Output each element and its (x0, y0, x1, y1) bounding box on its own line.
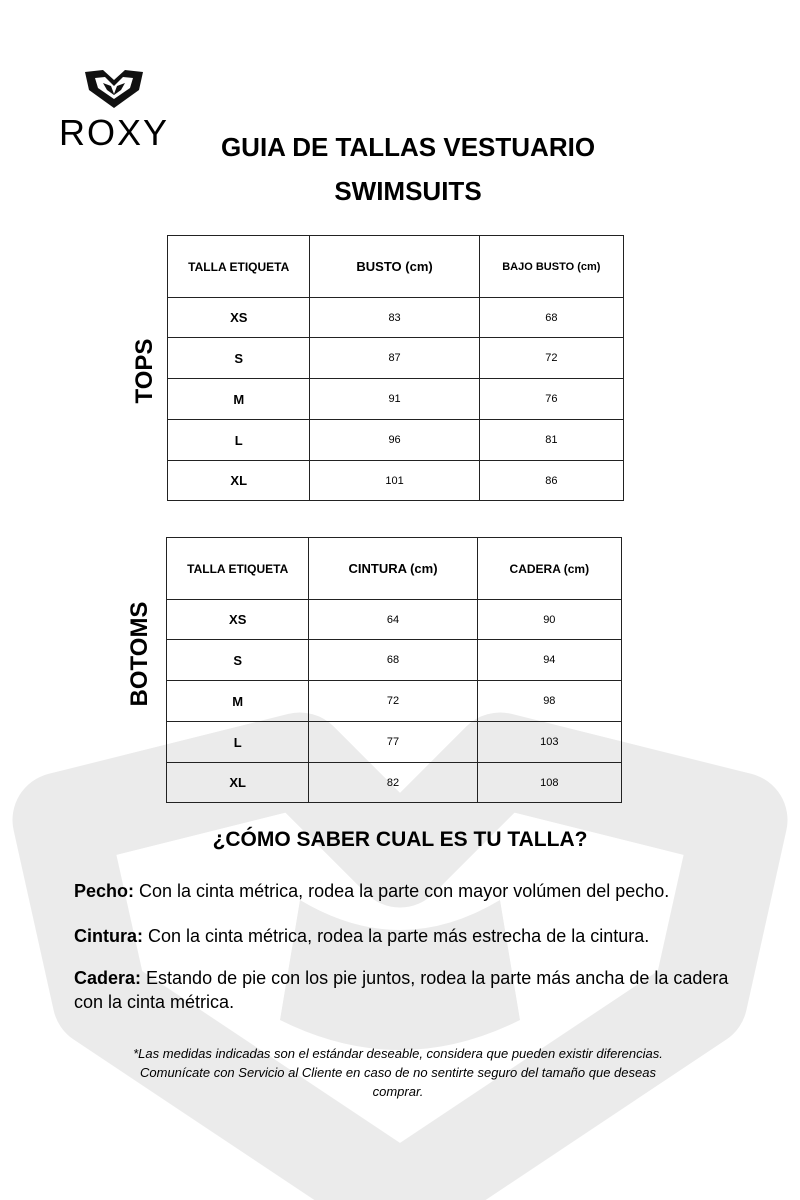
size-cell: M (168, 379, 310, 420)
value-cell: 91 (310, 379, 479, 420)
table-row (167, 681, 622, 722)
header-measure-1: CINTURA (cm) (309, 538, 477, 600)
value-cell: 72 (309, 681, 477, 722)
size-cell: XS (168, 298, 310, 338)
how-to-term: Cadera: (74, 968, 142, 988)
how-to-text: Con la cinta métrica, rodea la parte con mayor volúmen del pecho. (134, 881, 670, 901)
value-cell: 64 (309, 600, 477, 640)
table-row (167, 640, 622, 681)
bottoms-size-table (166, 537, 622, 803)
size-cell: XL (167, 763, 309, 803)
value-cell: 103 (477, 722, 621, 763)
value-cell: 68 (479, 298, 623, 338)
value-cell: 94 (477, 640, 621, 681)
table-row (168, 379, 624, 420)
value-cell: 96 (310, 420, 479, 461)
header-measure-2: BAJO BUSTO (cm) (479, 236, 623, 298)
size-cell: M (167, 681, 309, 722)
value-cell: 87 (310, 338, 479, 379)
roxy-heart-logo-icon (81, 68, 147, 110)
size-cell: XS (167, 600, 309, 640)
how-to-term: Pecho: (74, 881, 135, 901)
table-row (167, 722, 622, 763)
value-cell: 98 (477, 681, 621, 722)
brand-name: ROXY (58, 112, 170, 153)
how-to-term: Cintura: (74, 926, 143, 946)
bottoms-section-label: BOTOMS (126, 601, 153, 707)
table-header-row (168, 236, 624, 298)
page-subtitle: SWIMSUITS (334, 176, 482, 206)
how-to-text: Con la cinta métrica, rodea la parte más estrecha de la cintura. (143, 926, 650, 946)
table-row (168, 461, 624, 501)
value-cell: 72 (479, 338, 623, 379)
disclaimer-note: *Las medidas indicadas son el estándar deseable, considera que pueden existir diferencias. Comunícate con Servicio al Cliente en caso de no sentirte seguro del tamaño que deseas comprar. (133, 1046, 663, 1099)
value-cell: 76 (479, 379, 623, 420)
table-row (168, 420, 624, 461)
size-cell: L (168, 420, 310, 461)
table-row (168, 338, 624, 379)
value-cell: 90 (477, 600, 621, 640)
how-to-item-chest (74, 879, 754, 903)
size-cell: L (167, 722, 309, 763)
header-size: TALLA ETIQUETA (167, 538, 309, 600)
how-to-item-waist (74, 924, 754, 948)
value-cell: 81 (479, 420, 623, 461)
header-measure-1: BUSTO (cm) (310, 236, 479, 298)
tops-size-table (167, 235, 624, 501)
how-to-item-hip (74, 966, 754, 1014)
page-title: GUIA DE TALLAS VESTUARIO (220, 132, 596, 162)
value-cell: 101 (310, 461, 479, 501)
value-cell: 82 (309, 763, 477, 803)
table-row (168, 298, 624, 338)
size-cell: XL (168, 461, 310, 501)
how-to-text: Estando de pie con los pie juntos, rodea la parte más ancha de la cadera con la cinta métrica. (74, 968, 729, 1012)
size-cell: S (168, 338, 310, 379)
header-size: TALLA ETIQUETA (168, 236, 310, 298)
header-measure-2: CADERA (cm) (477, 538, 621, 600)
tops-section-label: TOPS (131, 338, 158, 404)
table-header-row (167, 538, 622, 600)
how-to-heading: ¿CÓMO SABER CUAL ES TU TALLA? (212, 828, 588, 851)
value-cell: 68 (309, 640, 477, 681)
size-cell: S (167, 640, 309, 681)
table-row (167, 763, 622, 803)
value-cell: 108 (477, 763, 621, 803)
value-cell: 83 (310, 298, 479, 338)
table-row (167, 600, 622, 640)
value-cell: 77 (309, 722, 477, 763)
value-cell: 86 (479, 461, 623, 501)
